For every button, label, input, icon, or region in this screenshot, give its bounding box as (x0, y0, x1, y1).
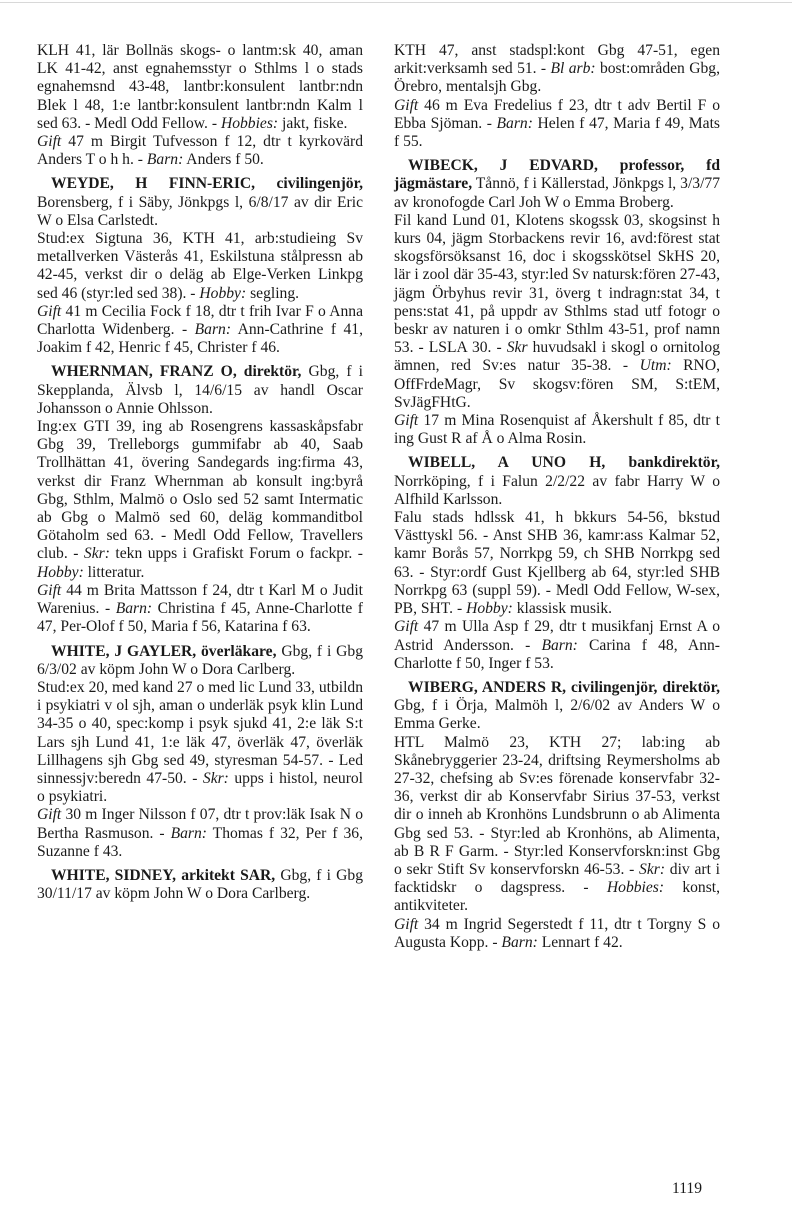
entry-text: Gbg, f i Gbg 6/3/02 av köpm John W o Dora Carlberg. (37, 642, 363, 678)
field-label: Barn: (501, 933, 538, 951)
entry-text: Gbg, f i Örja, Malmöh l, 2/6/02 av Anders W o Emma Gerke. (394, 697, 720, 733)
entry-text: 47 m Birgit Tufvesson f 12, dtr t kyrkovärd Anders T o h h. - (37, 133, 363, 169)
entry-text: div art i facktidskr o dagspress. - (394, 860, 720, 897)
field-label: Skr (506, 339, 528, 357)
field-label: Barn: (496, 114, 533, 132)
entry-text: upps i histol, neurol o psykiatri. (37, 769, 364, 806)
entry-text: klassisk musik. (512, 600, 613, 618)
entry-text: Norrköping, f i Falun 2/2/22 av fabr Harry W o Alfhild Karlsson. (394, 472, 720, 508)
field-label: Hobbies: (606, 879, 665, 897)
scan-top-edge (0, 2, 792, 3)
entry-text: 17 m Mina Rosenquist af Åkershult f 85, dtr t ing Gust R af Å o Alma Rosin. (394, 412, 720, 448)
entry-text: 46 m Eva Fredelius f 23, dtr t adv Bertil F o Ebba Sjöman. - (394, 96, 720, 132)
entry-text: Borensberg, f i Säby, Jönkpgs l, 6/8/17 av dir Eric W o Elsa Carlstedt. (37, 193, 363, 229)
entry-name: WIBELL, A UNO H, bankdirektör, (408, 454, 720, 472)
field-label: Hobby: (199, 284, 247, 302)
entry-paragraph (37, 303, 363, 358)
entry-paragraph (37, 582, 363, 637)
entry-text: Thomas f 32, Per f 36, Suzanne f 43. (37, 824, 363, 860)
biography-entry (394, 454, 720, 672)
biography-entry (394, 679, 720, 952)
entry-text: konst, antikviteter. (394, 879, 721, 915)
entry-paragraph (37, 133, 363, 169)
field-label: Skr: (639, 860, 666, 878)
entry-paragraph (37, 806, 363, 861)
page-number: 1119 (672, 1180, 703, 1197)
entry-paragraph (394, 618, 720, 673)
field-label: Hobby: (37, 563, 84, 581)
entry-name: WHITE, J GAYLER, överläkare, (51, 642, 277, 660)
field-label: Barn: (194, 321, 232, 339)
entry-paragraph (394, 97, 720, 152)
entry-name: WHITE, SIDNEY, arkitekt SAR, (51, 866, 276, 884)
field-label: Barn: (115, 600, 153, 618)
entry-paragraph (394, 212, 720, 412)
entry-paragraph (394, 412, 720, 448)
field-label: Skr: (83, 545, 110, 563)
entry-heading (37, 175, 363, 230)
entry-paragraph (394, 42, 720, 97)
entry-heading (394, 454, 720, 509)
field-label: Hobby: (466, 600, 513, 618)
entry-paragraph (394, 734, 720, 916)
entry-text: Falu stads hdlssk 41, h bkkurs 54-56, bkstud Västtyskl 56. - Anst SHB 36, kamr:ass Kalmar 52, kamr Borås 57, Norrkpg 59, ch SHB Norrkpg sed 63. - Styr:ordf Gust Kjellberg ab 64, styr:led SHB Norrkpg 63 (suppl 59). - Medl Odd Fellow, W-sex, PB, SHT. - (394, 509, 720, 618)
field-label: Barn: (170, 824, 207, 842)
entry-text: tekn upps i Grafiskt Forum o fackpr. - (109, 545, 363, 563)
entry-text: RNO, OffFrdeMagr, Sv skogsv:fören SM, S:tEM, SvJägFHtG. (394, 357, 720, 411)
entry-paragraph (37, 42, 363, 133)
entry-name: WHERNMAN, FRANZ O, direktör, (51, 363, 302, 381)
entry-text: segling. (246, 284, 300, 302)
field-label: Hobbies: (220, 114, 279, 132)
entry-paragraph (37, 418, 363, 582)
entry-text: litteratur. (83, 563, 145, 581)
entry-paragraph (394, 916, 720, 952)
field-label: Gift (394, 915, 419, 933)
entry-text: Stud:ex Sigtuna 36, KTH 41, arb:studieing Sv metallverken Västerås 41, Eskilstuna stålpressn ab 42-45, verkst dir o deläg ab Elge-Verken Linkpg sed 46 (styr:led sed 38). - (37, 230, 363, 302)
entry-text: Gbg, f i Gbg 30/11/17 av köpm John W o Dora Carlberg. (37, 866, 363, 903)
biography-entry (37, 643, 363, 861)
entry-heading (37, 363, 363, 418)
biography-entry (37, 175, 363, 357)
entry-text: Anders f 50. (183, 151, 264, 169)
entry-text: HTL Malmö 23, KTH 27; lab:ing ab Skånebryggerier 23-24, driftsing Reymersholms ab 27-32, chefsing ab Sv:es förenade konservfabr 32-36, verkst dir ab Konservfabr Sirius 37-53, verkst dir o inneh ab Kronhöns Lundsbrunn o ab Alimenta Gbg sed 53. - Styr:led ab Kronhöns, ab Alimenta, ab B R F Garm. - Styr:led Konservforskn:inst Gbg o sekr Stift Sv konservforskn 46-53. - (394, 733, 720, 878)
entry-text: Fil kand Lund 01, Klotens skogssk 03, skogsinst h kurs 04, jägm Storbackens revir 16, avd:förest stat skogsförsöksanst 16, doc i skogsskötsel SkHS 20, lär i zool där 35-43, styr:led Sv natursk:fören 27-43, jägm Örbyhus revir 31, överg t indragn:stat 34, t pens:stat 41, på uppdr av Sthlms stad utf fotogr o beskr av naturen i o omkr Sthlm 43-51, prof namn 53. - LSLA 30. - (394, 211, 720, 357)
entry-paragraph (37, 230, 363, 303)
entry-text: KLH 41, lär Bollnäs skogs- o lantm:sk 40, aman LK 41-42, anst egnahemsstyr o Sthlms l o stads egnahemsnd 43-48, lantbr:konsulent lantbr:ndn Blek l 48, 1:e lantbr:konsulent lantbr:ndn Kalm l sed 63. - Medl Odd Fellow. - (37, 42, 363, 132)
field-label: Gift (37, 302, 62, 320)
entry-name: WIBERG, ANDERS R, civilingenjör, direktör, (408, 678, 720, 696)
entry-text: huvudsakl i skogl o ornitolog ämnen, red Sv:es natur 35-38. - (394, 339, 720, 375)
biography-entry (37, 363, 363, 636)
entry-text: Ann-Cathrine f 41, Joakim f 42, Henric f 45, Christer f 46. (37, 321, 363, 357)
entry-text: Lennart f 42. (537, 933, 623, 951)
entry-continuation (37, 42, 363, 169)
field-label: Gift (394, 412, 419, 430)
entry-text: 44 m Brita Mattsson f 24, dtr t Karl M o Judit Warenius. - (37, 581, 363, 618)
entry-text: Christina f 45, Anne-Charlotte f 47, Per-Olof f 50, Maria f 56, Katarina f 63. (37, 600, 363, 636)
entry-text: Helen f 47, Maria f 49, Mats f 55. (394, 114, 720, 151)
entry-paragraph (37, 679, 363, 806)
entry-heading (37, 643, 363, 679)
field-label: Gift (37, 133, 62, 151)
entry-text: Carina f 48, Ann-Charlotte f 50, Inger f 53. (394, 636, 720, 672)
biography-entry (394, 157, 720, 448)
entry-paragraph (394, 509, 720, 618)
entry-text: jakt, fiske. (278, 114, 348, 132)
field-label: Gift (37, 806, 62, 824)
left-column (37, 42, 363, 907)
field-label: Bl arb: (550, 60, 596, 78)
entry-text: bost:områden Gbg, Örebro, mentalsjh Gbg. (394, 60, 720, 96)
field-label: Barn: (541, 636, 578, 654)
entry-heading (37, 867, 363, 903)
entry-name: WEYDE, H FINN-ERIC, civilingenjör, (51, 175, 363, 193)
entry-name: WIBECK, J EDVARD, professor, fd jägmästare, (394, 157, 720, 193)
entry-continuation (394, 42, 720, 151)
field-label: Gift (394, 96, 419, 114)
field-label: Utm: (639, 357, 672, 375)
entry-text: 47 m Ulla Asp f 29, dtr t musikfanj Ernst A o Astrid Andersson. - (394, 618, 720, 654)
field-label: Gift (394, 618, 419, 636)
entry-text: 41 m Cecilia Fock f 18, dtr t frih Ivar F o Anna Charlotta Widenberg. - (37, 302, 363, 339)
field-label: Skr: (202, 769, 229, 787)
entry-text: 34 m Ingrid Segerstedt f 11, dtr t Torgny S o Augusta Kopp. - (394, 915, 720, 951)
entry-heading (394, 679, 720, 734)
entry-text: Ing:ex GTI 39, ing ab Rosengrens kassaskåpsfabr Gbg 39, Trelleborgs gummifabr ab 40, Saab Trollhättan 41, övering Sandegards ing:firma 43, verkst dir Franz Whernman ab konsult ing:byrå Gbg, Sthlm, Malmö o Oslo sed 52 samt Intermatic ab Gbg o Malmö sed 60, deläg kommanditbol Götaholm sed 63. - Medl Odd Fellow, Travellers club. - (37, 418, 363, 563)
entry-text: 30 m Inger Nilsson f 07, dtr t prov:läk Isak N o Bertha Rasmuson. - (37, 806, 363, 842)
entry-heading (394, 157, 720, 212)
field-label: Barn: (146, 151, 184, 169)
entry-text: Tånnö, f i Källerstad, Jönkpgs l, 3/3/77 av kronofogde Carl Joh W o Emma Broberg. (394, 175, 720, 211)
entry-text: Stud:ex 20, med kand 27 o med lic Lund 33, utbildn i psykiatri v ol sjh, aman o underläk psyk klin Lund 34-35 o 40, spec:komp i psyk sjukd 41, 2:e läk S:t Lars sjh Lund 41, 1:e läk 47, överläk 47, överläk Lillhagens sjh Gbg sed 49, styresman 54-57. - Led sinnessjv:beredn 47-50. - (37, 678, 363, 787)
right-column (394, 42, 720, 956)
field-label: Gift (37, 581, 62, 599)
entry-text: Gbg, f i Skepplanda, Älvsb l, 14/6/15 av handl Oscar Johansson o Annie Ohlsson. (37, 363, 363, 417)
entry-text: KTH 47, anst stadspl:kont Gbg 47-51, egen arkit:verksamh sed 51. - (394, 42, 720, 78)
biography-entry (37, 867, 363, 903)
